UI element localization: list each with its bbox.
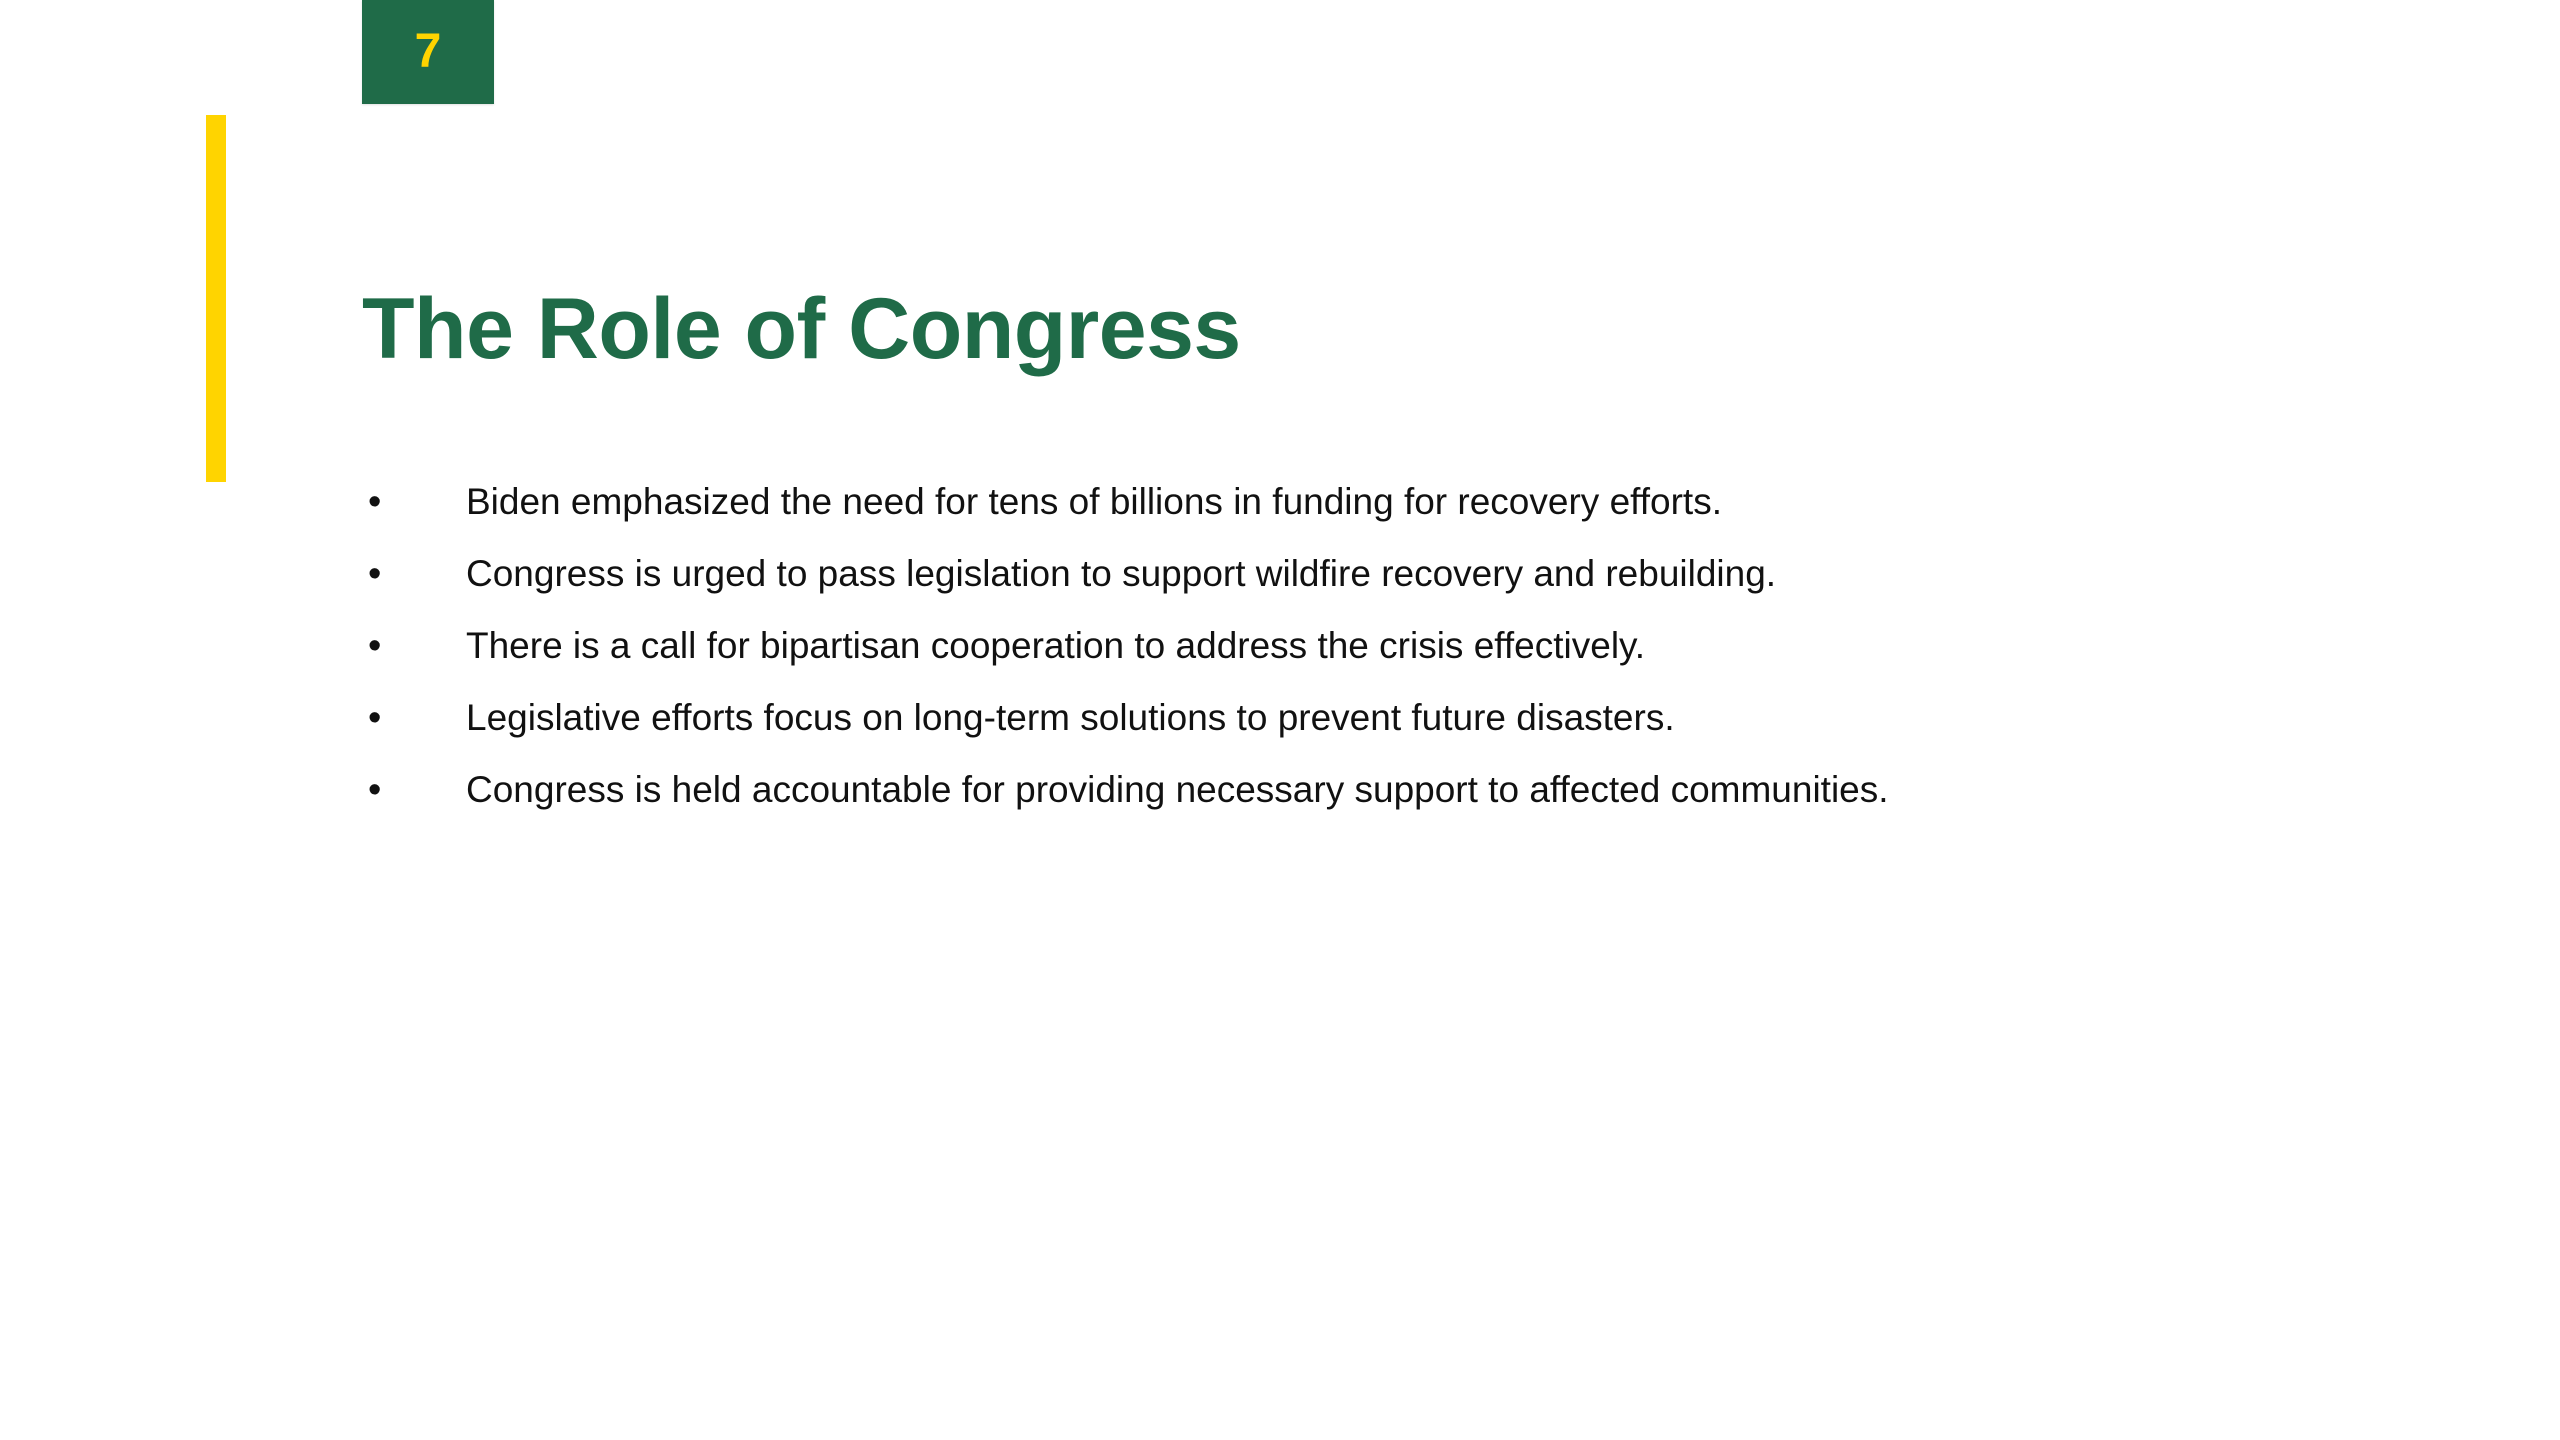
bullet-icon: • — [368, 625, 382, 667]
bullet-text: Congress is held accountable for providing necessary support to affected communities. — [466, 768, 1889, 810]
bullet-item — [362, 610, 1889, 682]
bullet-icon: • — [368, 697, 382, 739]
bullet-item — [362, 538, 1889, 610]
bullet-item — [362, 466, 1889, 538]
page-number: 7 — [414, 25, 442, 78]
bullet-item — [362, 682, 1889, 754]
bullet-icon: • — [368, 769, 382, 811]
bullet-text: There is a call for bipartisan cooperation to address the crisis effectively. — [466, 624, 1646, 666]
bullet-list — [362, 466, 1889, 826]
bullet-text: Biden emphasized the need for tens of billions in funding for recovery efforts. — [466, 480, 1722, 522]
bullet-text: Legislative efforts focus on long-term solutions to prevent future disasters. — [466, 696, 1675, 738]
slide-title: The Role of Congress — [362, 281, 1241, 377]
page-number-badge — [362, 0, 494, 104]
bullet-icon: • — [368, 553, 382, 595]
bullet-item — [362, 754, 1889, 826]
accent-bar — [206, 115, 226, 482]
bullet-icon: • — [368, 481, 382, 523]
bullet-text: Congress is urged to pass legislation to support wildfire recovery and rebuilding. — [466, 552, 1777, 594]
